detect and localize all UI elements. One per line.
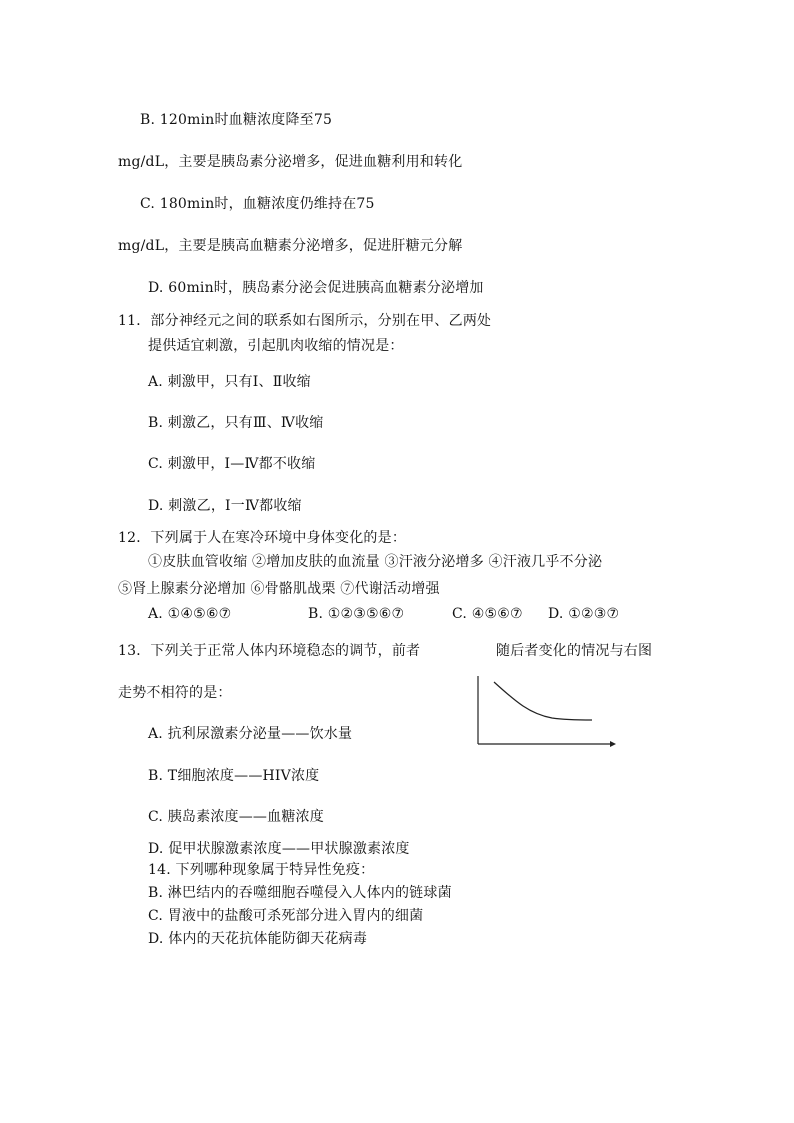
q13-option-c: C. 胰岛素浓度——血糖浓度 xyxy=(148,809,324,825)
q11-option-b: B. 刺激乙，只有Ⅲ、Ⅳ收缩 xyxy=(148,415,324,431)
q12-items-line2: ⑤肾上腺素分泌增加 ⑥骨骼肌战栗 ⑦代谢活动增强 xyxy=(118,581,440,597)
q10-option-b-line1: B. 120min时血糖浓度降至75 xyxy=(140,112,333,128)
q14-option-d: D. 体内的天花抗体能防御天花病毒 xyxy=(148,931,368,947)
figure-x-axis-arrow xyxy=(610,741,616,747)
figure-decreasing-curve xyxy=(494,682,592,720)
q12-option-d: D. ①②③⑦ xyxy=(548,606,620,622)
q12-option-b: B. ①②③⑤⑥⑦ xyxy=(308,606,405,622)
q11-stem-line1: 11．部分神经元之间的联系如右图所示，分别在甲、乙两处 xyxy=(118,313,492,329)
q12-stem: 12．下列属于人在寒冷环境中身体变化的是： xyxy=(118,530,407,546)
q11-option-c: C. 刺激甲，I—Ⅳ都不收缩 xyxy=(148,456,316,472)
q11-option-a: A. 刺激甲，只有I、Ⅱ收缩 xyxy=(148,374,311,390)
q13-stem-line2: 走势不相符的是： xyxy=(118,685,232,701)
q11-stem-line2: 提供适宜刺激，引起肌肉收缩的情况是： xyxy=(148,338,404,354)
q10-option-c-line2: mg/dL，主要是胰高血糖素分泌增多，促进肝糖元分解 xyxy=(118,238,463,254)
q10-option-b-line2: mg/dL，主要是胰岛素分泌增多，促进血糖利用和转化 xyxy=(118,154,463,170)
q13-stem-part2: 随后者变化的情况与右图 xyxy=(496,643,653,659)
q12-items-line1: ①皮肤血管收缩 ②增加皮肤的血流量 ③汗液分泌增多 ④汗液几乎不分泌 xyxy=(148,554,603,570)
q14-stem: 14. 下列哪种现象属于特异性免疫： xyxy=(148,862,375,878)
q12-options-row xyxy=(148,605,619,623)
q14-option-b: B. 淋巴结内的吞噬细胞吞噬侵入人体内的链球菌 xyxy=(148,885,452,901)
q11-option-d: D. 刺激乙，I一Ⅳ都收缩 xyxy=(148,498,302,514)
q14-option-c: C. 胃液中的盐酸可杀死部分进入胃内的细菌 xyxy=(148,908,424,924)
q10-option-d: D. 60min时，胰岛素分泌会促进胰高血糖素分泌增加 xyxy=(148,280,484,296)
q12-option-a: A. ①④⑤⑥⑦ xyxy=(148,606,232,622)
q13-option-a: A. 抗利尿激素分泌量——饮水量 xyxy=(148,726,353,742)
q13-stem-part1: 13．下列关于正常人体内环境稳态的调节，前者 xyxy=(118,643,421,659)
q13-option-d: D. 促甲状腺激素浓度——甲状腺激素浓度 xyxy=(148,841,410,857)
q12-option-c: C. ④⑤⑥⑦ xyxy=(452,606,523,622)
q13-option-b: B. T细胞浓度——HIV浓度 xyxy=(148,768,320,784)
q13-trend-figure xyxy=(468,672,618,752)
q10-option-c-line1: C. 180min时，血糖浓度仍维持在75 xyxy=(140,196,375,212)
